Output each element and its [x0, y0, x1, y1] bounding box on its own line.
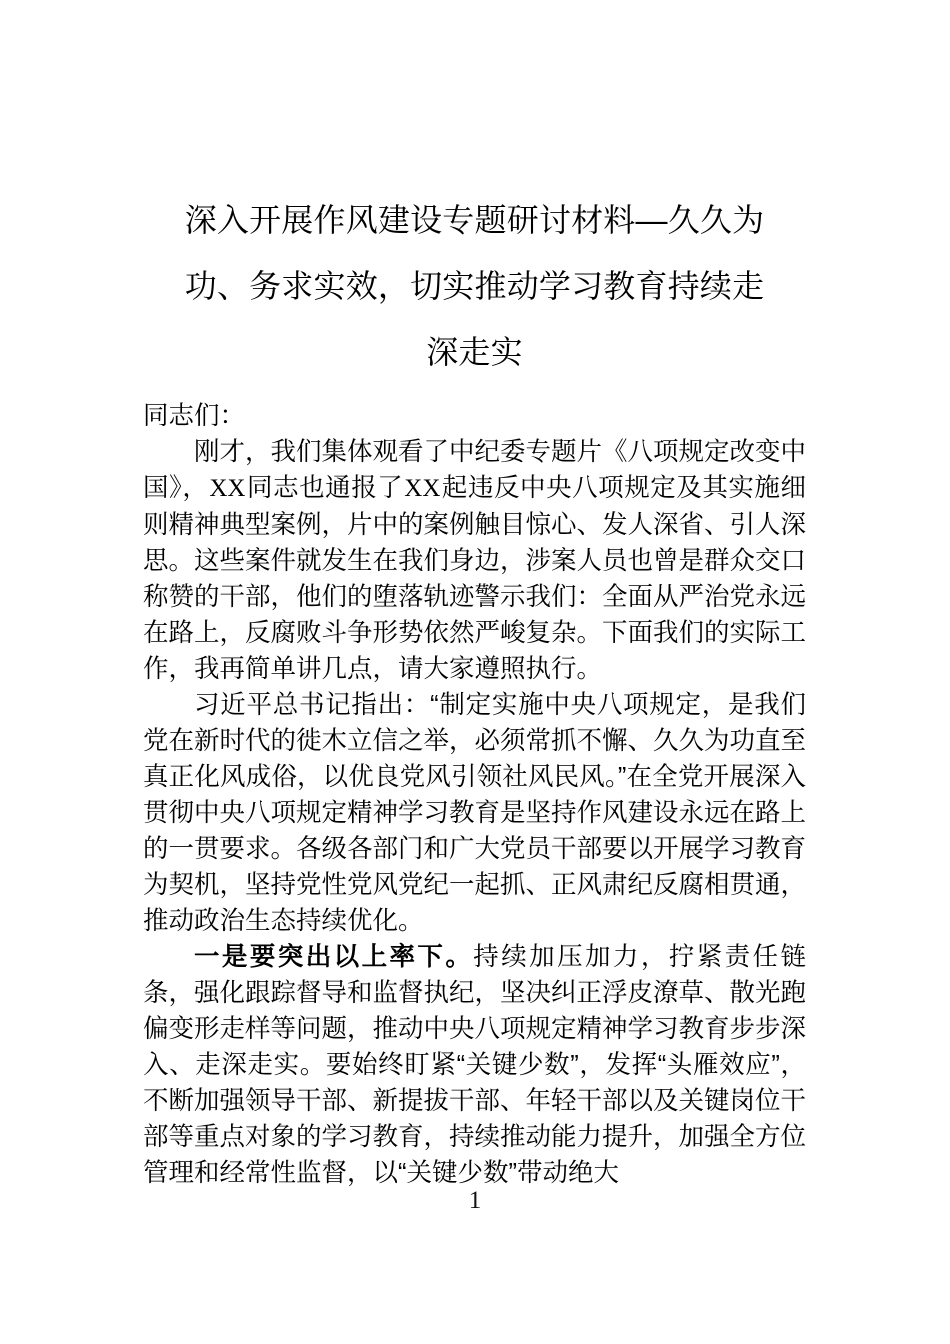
paragraph-text: 习近平总书记指出：“制定实施中央八项规定，是我们党在新时代的徙木立信之举，必须常抓不懈、久久为功直至真正化风成俗，以优良党风引领社风民风。”在全党开展深入贯彻中央八项规定精神学习教育是坚持作风建设永远在路上的一贯要求。各级各部门和广大党员干部要以开展学习教育为契机，坚持党性党风党纪一起抓、正风肃纪反腐相贯通，推动政治生态持续优化。	[143, 691, 807, 935]
paragraph-text: 持续加压加力，拧紧责任链条，强化跟踪督导和监督执纪，坚决纠正浮皮潦草、散光跑偏变形走样等问题，推动中央八项规定精神学习教育步步深入、走深走实。要始终盯紧“关键少数”，发挥“头雁效应”，不断加强领导干部、新提拔干部、年轻干部以及关键岗位干部等重点对象的学习教育，持续推动能力提升，加强全方位管理和经常性监督，以“关键少数”带动绝大	[143, 943, 807, 1187]
document-body	[143, 398, 806, 1191]
paragraph-text: 起违反中央八项规定及其实施细则精神典型案例，片中的案例触目惊心、发人深省、引人深思。这些案件就发生在我们身边，涉案人员也曾是群众交口称赞的干部，他们的堕落轨迹警示我们：全面从严治党永远在路上，反腐败斗争形势依然严峻复杂。下面我们的实际工作，我再简单讲几点，请大家遵照执行。	[143, 474, 807, 683]
paragraph-bold-lead: 一是要突出以上率下。	[194, 943, 474, 971]
latin-placeholder: XX	[209, 475, 246, 502]
paragraph-text: 刚才，我们集体观看了中纪委专题片《八项规定改变中国》，	[143, 438, 807, 502]
salutation: 同志们：	[143, 402, 246, 430]
page-number: 1	[468, 1187, 482, 1214]
para-1	[143, 434, 806, 687]
para-3	[143, 939, 806, 1191]
page-title	[143, 187, 806, 385]
latin-placeholder: XX	[404, 475, 441, 502]
page-title-line: 功、务求实效，切实推动学习教育持续走	[184, 268, 765, 305]
page-title-line: 深入开展作风建设专题研讨材料—久久为	[184, 202, 765, 239]
paragraph-text: 同志也通报了	[246, 474, 404, 502]
para-2	[143, 687, 806, 939]
paragraph-container	[143, 434, 806, 1191]
page-title-line: 深走实	[426, 334, 523, 371]
